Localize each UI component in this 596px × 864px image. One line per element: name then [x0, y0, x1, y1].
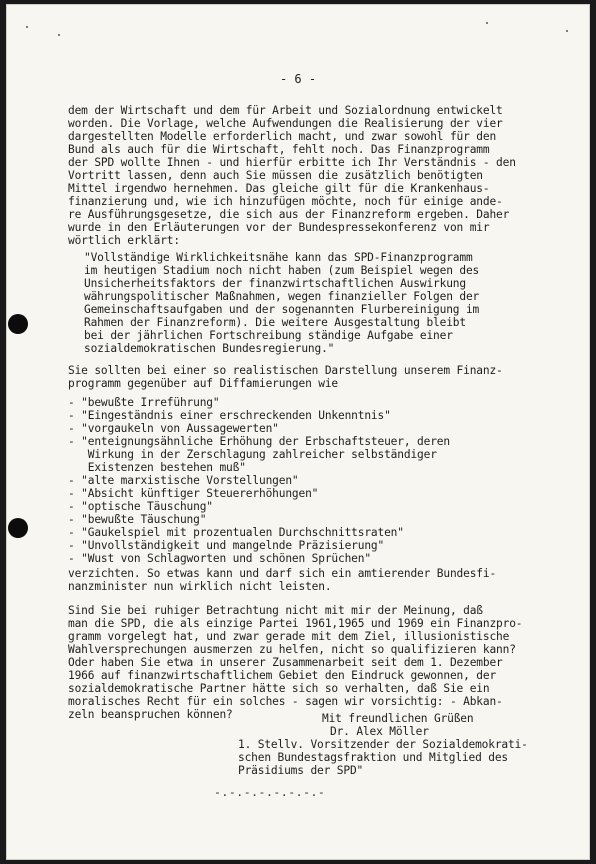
text-line: re Ausführungsgesetze, die sich aus der Finanzreform ergeben. Daher	[68, 208, 510, 221]
quote-line: "Vollständige Wirklichkeitsnähe kann das SPD-Finanzprogramm	[84, 251, 473, 264]
text-line: programm gegenüber auf Diffamierungen wie	[68, 377, 339, 390]
text-line: wurde in den Erläuterungen vor der Bundespressekonferenz von mir	[68, 221, 490, 234]
signer-title-line: schen Bundestagsfraktion und Mitglied des	[238, 751, 509, 764]
scan-speck	[486, 22, 488, 24]
scan-speck	[26, 26, 28, 28]
list-item: - "Absicht künftiger Steuererhöhungen"	[68, 487, 319, 500]
list-item: - "Unvollständigkeit und mangelnde Präzisierung"	[68, 539, 385, 552]
punch-hole-upper	[8, 314, 28, 334]
text-line: der SPD wollte Ihnen - und hierfür erbitte ich Ihr Verständnis - den	[68, 156, 516, 169]
text-line: gramm vorgelegt hat, und zwar gerade mit dem Ziel, illusionistische	[68, 630, 510, 643]
page-number: - 6 -	[279, 72, 317, 86]
text-line: nanzminister nun wirklich nicht leisten.	[68, 580, 332, 593]
list-item: - "optische Täuschung"	[68, 500, 213, 513]
text-line: Sie sollten bei einer so realistischen Darstellung unserem Finanz-	[68, 364, 503, 377]
quote-line: im heutigen Stadium noch nicht haben (zum Beispiel wegen des	[84, 264, 480, 277]
text-line: sozialdemokratische Partner hätte sich so verhalten, daß Sie ein	[68, 682, 490, 695]
text-line: Sind Sie bei ruhiger Betrachtung nicht mit mir der Meinung, daß	[68, 604, 483, 617]
quote-line: Rahmen der Finanzreform). Die weitere Ausgestaltung bleibt	[84, 316, 466, 329]
paragraph-verzichten	[68, 567, 564, 593]
quote-line: sozialdemokratischen Bundesregierung."	[84, 342, 335, 355]
signer-name: Dr. Alex Möller	[330, 725, 429, 738]
list-item: - "alte marxistische Vorstellungen"	[68, 474, 299, 487]
scan-speck	[566, 30, 568, 32]
list-item: - "Wust von Schlagworten und schönen Sprüchen"	[68, 552, 371, 565]
list-item: - "vorgaukeln von Aussagewerten"	[68, 422, 279, 435]
paragraph-intro	[68, 104, 564, 247]
quote-line: Unsicherheitsfaktors der finanzwirtschaftlichen Auswirkung	[84, 277, 466, 290]
list-item: - "bewußte Täuschung"	[68, 513, 207, 526]
text-line: dargestellten Modelle erforderlich macht, und zwar sowohl für den	[68, 130, 497, 143]
footer-marks: -.-.-.-.-.-.-.-	[214, 785, 326, 799]
list-item: - "enteignungsähnliche Erhöhung der Erbschaftsteuer, deren	[68, 435, 450, 448]
text-line: Wahlversprechungen ausmerzen zu helfen, nicht so qualifizieren kann?	[68, 643, 516, 656]
quote-line: bei der jährlichen Fortschreibung ständige Aufgabe einer	[84, 329, 453, 342]
text-line: wörtlich erklärt:	[68, 234, 180, 247]
text-line: 1966 auf finanzwirtschaftlichem Gebiet den Eindruck gewonnen, der	[68, 669, 497, 682]
paragraph-defamation-intro	[68, 364, 564, 390]
text-line: Vortritt lassen, denn auch Sie müssen die zusätzlich benötigten	[68, 169, 483, 182]
quote-line: Gemeinschaftsaufgaben und der sogenannten Flurbereinigung im	[84, 303, 480, 316]
quotation-block	[84, 251, 564, 355]
list-item: - "Eingeständnis einer erschreckenden Unkenntnis"	[68, 409, 391, 422]
closing-salutation: Mit freundlichen Grüßen	[322, 712, 474, 725]
text-line: Mittel irgendwo hernehmen. Das gleiche gilt für die Krankenhaus-	[68, 182, 490, 195]
signer-title	[238, 738, 578, 777]
list-item: Existenzen bestehen muß"	[68, 461, 246, 474]
text-line: man die SPD, die als einzige Partei 1961,1965 und 1969 ein Finanzpro-	[68, 617, 523, 630]
quote-line: währungspolitischer Maßnahmen, wegen finanzieller Folgen der	[84, 290, 480, 303]
list-item: - "bewußte Irreführung"	[68, 396, 220, 409]
text-line: finanzierung und, wie ich hinzufügen möchte, noch für einige ande-	[68, 195, 503, 208]
text-line: zeln beanspruchen können?	[68, 708, 233, 721]
list-item: Wirkung in der Zerschlagung zahlreicher selbständiger	[68, 448, 437, 461]
signer-title-line: Präsidiums der SPD"	[238, 764, 364, 777]
text-line: verzichten. So etwas kann und darf sich ein amtierender Bundesfi-	[68, 567, 497, 580]
text-line: moralisches Recht für ein solches - sagen wir vorsichtig: - Abkan-	[68, 695, 503, 708]
text-line: Bund als auch für die Wirtschaft, fehlt noch. Das Finanzprogramm	[68, 143, 490, 156]
signer-title-line: 1. Stellv. Vorsitzender der Sozialdemokrati-	[238, 738, 528, 751]
text-line: worden. Die Vorlage, welche Aufwendungen die Realisierung der vier	[68, 117, 503, 130]
paragraph-question	[68, 604, 564, 721]
list-item: - "Gaukelspiel mit prozentualen Durchschnittsraten"	[68, 526, 404, 539]
text-line: Oder haben Sie etwa in unserer Zusammenarbeit seit dem 1. Dezember	[68, 656, 503, 669]
scan-speck	[58, 34, 60, 36]
defamation-list	[68, 396, 564, 565]
punch-hole-lower	[8, 518, 28, 538]
text-line: dem der Wirtschaft und dem für Arbeit und Sozialordnung entwickelt	[68, 104, 503, 117]
